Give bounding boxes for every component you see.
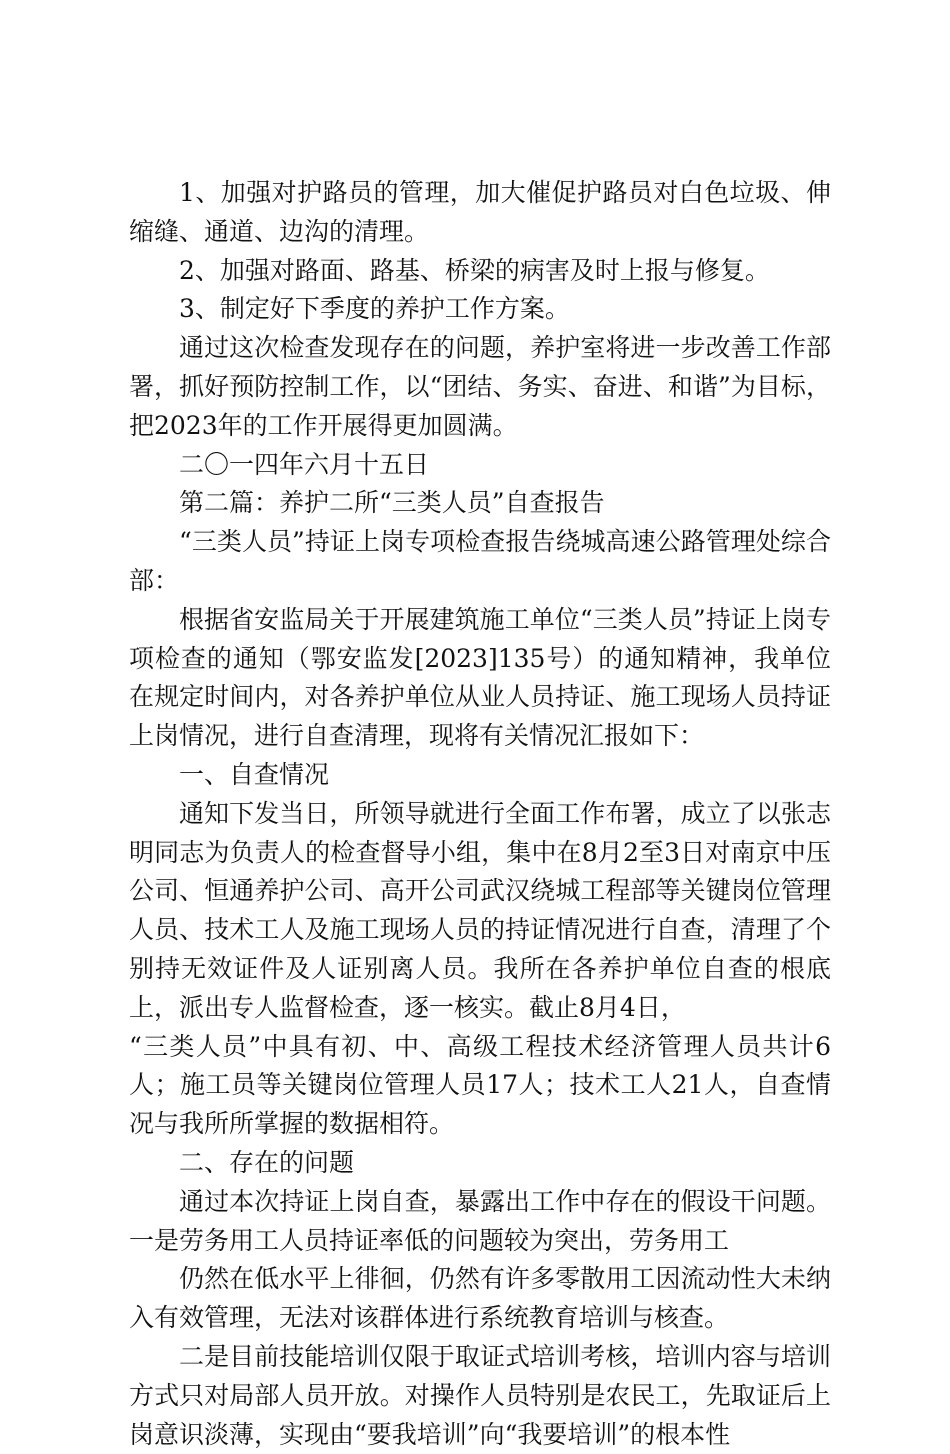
- heading-self-check: 一、自查情况: [179, 759, 330, 789]
- paragraph-self-check: 通知下发当日，所领导就进行全面工作布署，成立了以张志明同志为负责人的检查督导小组，集中在8月2至3日对南京中压公司、恒通养护公司、高开公司武汉绕城工程部等关键岗位管理人员、技术工人及施工现场人员的持证情况进行自查，清理了个别持无效证件及人证别离人员。我所在各养护单位自查的根底上，派出专人监督检查，逐一核实。截止8月4日，: [129, 798, 831, 1022]
- document-date: 二〇一四年六月十五日: [179, 449, 430, 479]
- paragraph-training: 二是目前技能培训仅限于取证式培训考核，培训内容与培训方式只对局部人员开放。对操作人员特别是农民工，先取证后上岗意识淡薄，实现由“要我培训”向“我要培训”的根本性: [129, 1341, 831, 1449]
- paragraph-self-check-continued: “三类人员”中具有初、中、高级工程技术经济管理人员共计6人；施工员等关键岗位管理人员17人；技术工人21人，自查情况与我所所掌握的数据相符。: [129, 1031, 831, 1139]
- section-title: 第二篇：养护二所“三类人员”自查报告: [179, 488, 605, 518]
- document-body: [129, 174, 831, 1454]
- paragraph-problems: 通过本次持证上岗自查，暴露出工作中存在的假设干问题。一是劳务用工人员持证率低的问题较为突出，劳务用工: [129, 1186, 831, 1255]
- paragraph-intro: 根据省安监局关于开展建筑施工单位“三类人员”持证上岗专项检查的通知（鄂安监发[2023]135号）的通知精神，我单位在规定时间内，对各养护单位从业人员持证、施工现场人员持证上岗情况，进行自查清理，现将有关情况汇报如下：: [129, 604, 831, 751]
- report-recipient: “三类人员”持证上岗专项检查报告绕城高速公路管理处综合部：: [129, 527, 831, 595]
- paragraph-problems-continued: 仍然在低水平上徘徊，仍然有许多零散用工因流动性大未纳入有效管理，无法对该群体进行系统教育培训与核查。: [129, 1264, 831, 1333]
- heading-problems: 二、存在的问题: [179, 1147, 355, 1177]
- paragraph-conclusion: 通过这次检查发现存在的问题，养护室将进一步改善工作部署，抓好预防控制工作，以“团结、务实、奋进、和谐”为目标，把2023年的工作开展得更加圆满。: [129, 333, 831, 440]
- paragraph-item-2: 2、加强对路面、路基、桥梁的病害及时上报与修复。: [179, 255, 770, 285]
- paragraph-item-1: 1、加强对护路员的管理，加大催促护路员对白色垃圾、伸缩缝、通道、边沟的清理。: [129, 178, 831, 246]
- paragraph-item-3: 3、制定好下季度的养护工作方案。: [179, 294, 570, 324]
